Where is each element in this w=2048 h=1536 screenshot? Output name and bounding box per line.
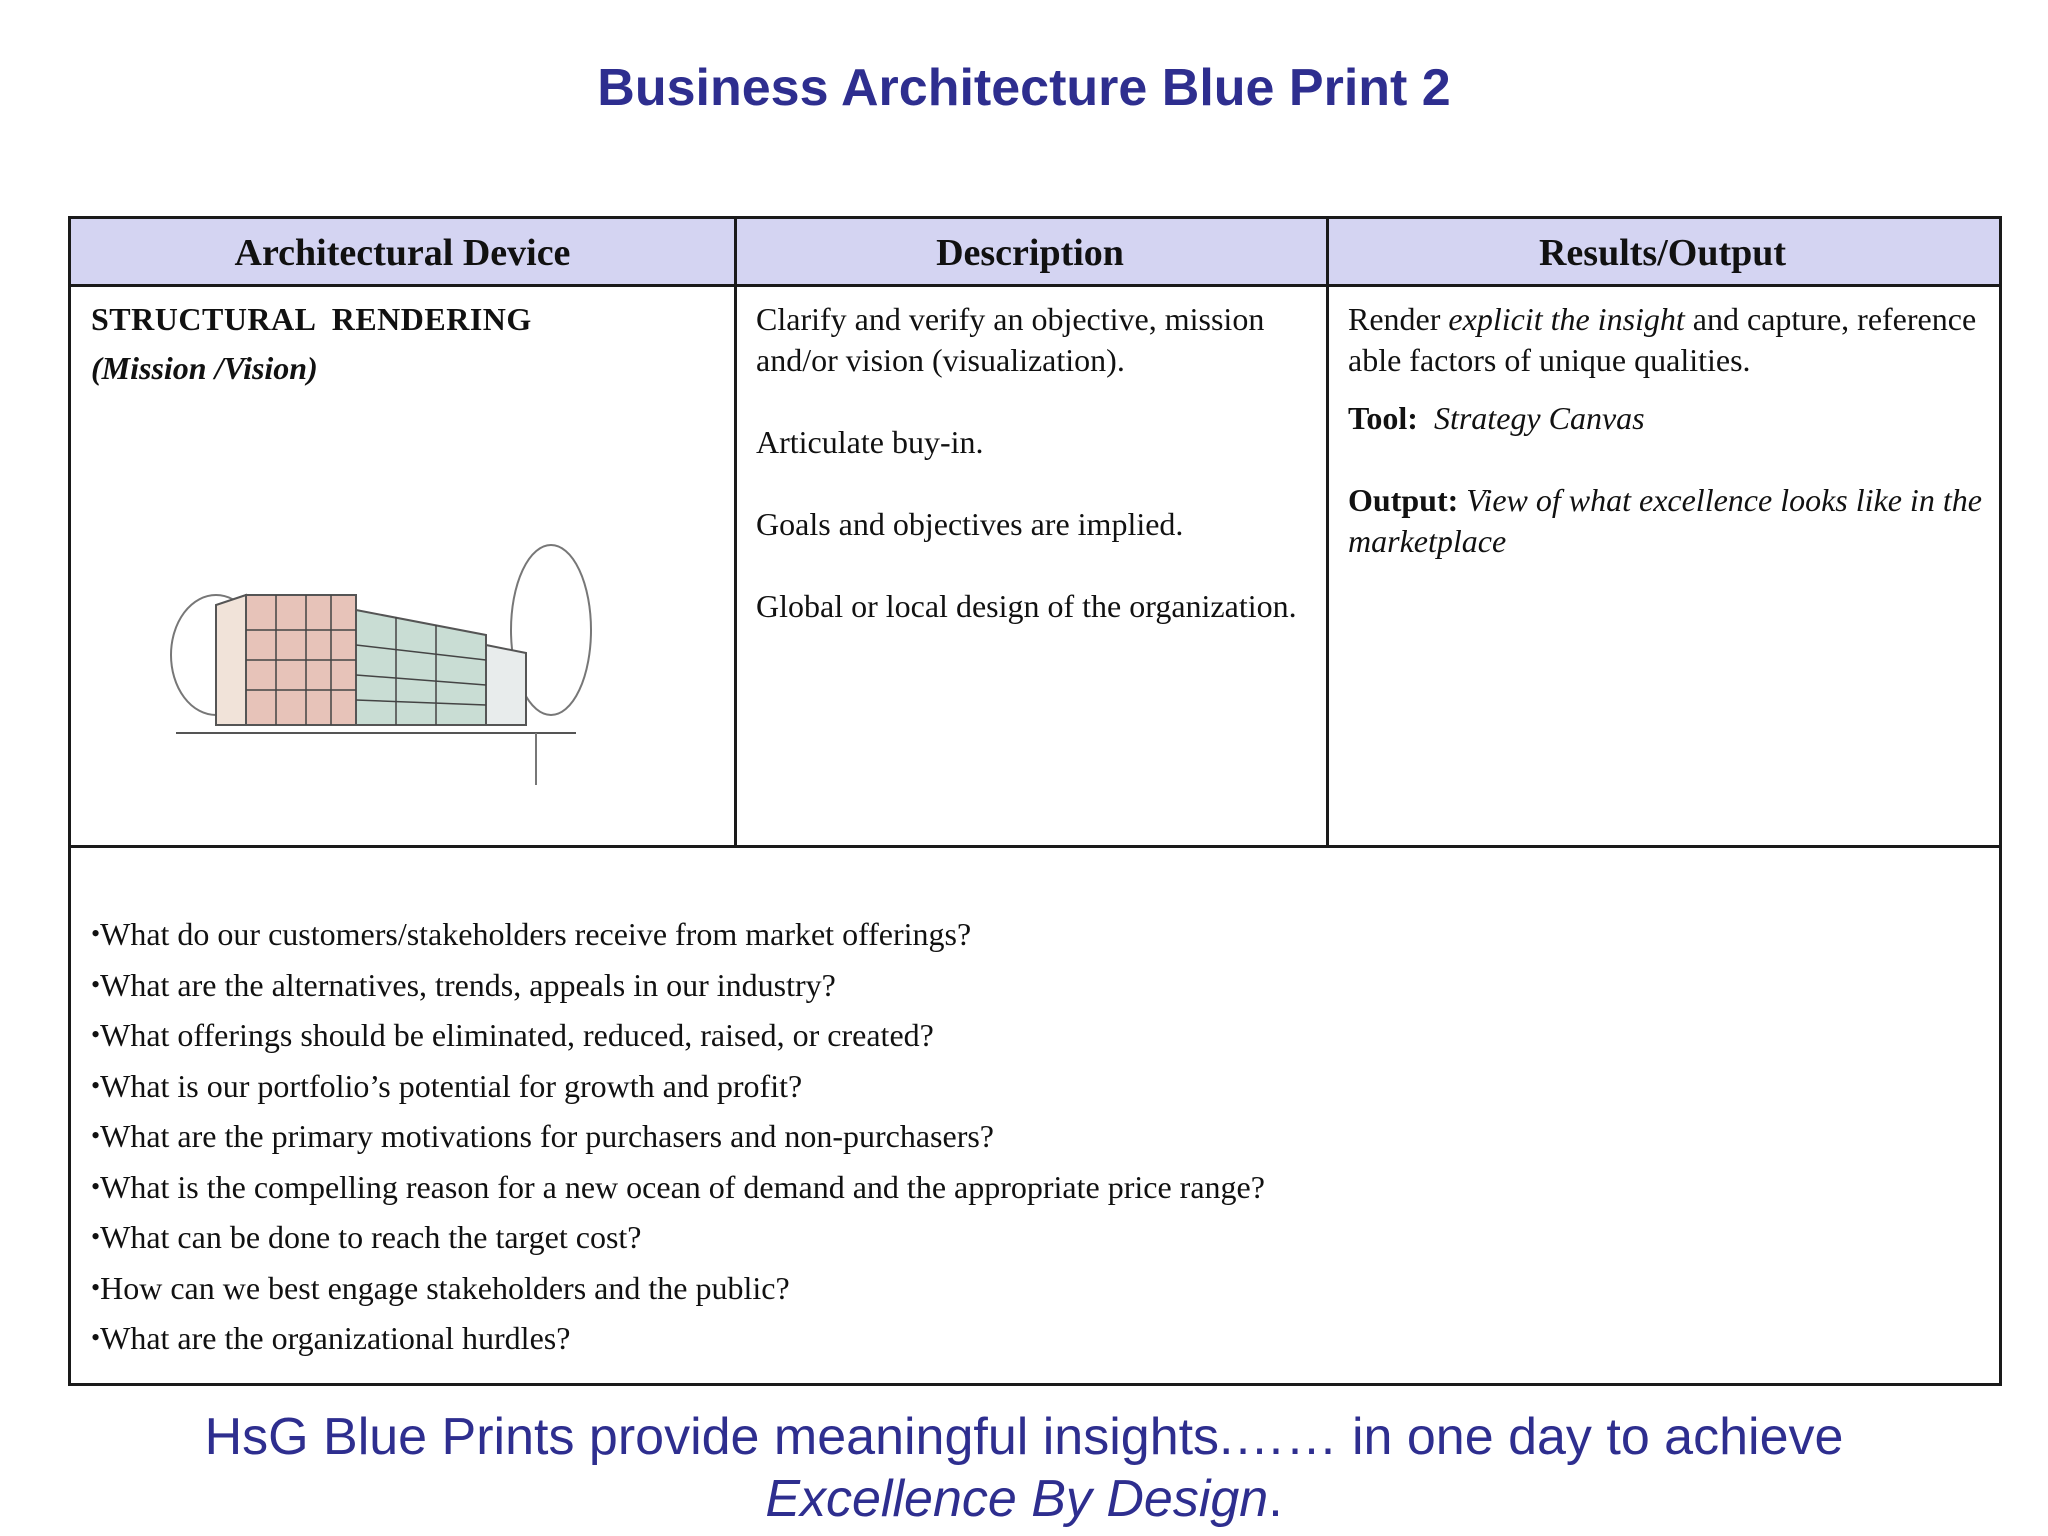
output-line (1348, 480, 1988, 562)
question-item: • What is the compelling reason for a new ocean of demand and the appropriate price range? (91, 1162, 1971, 1213)
question-item: • What is our portfolio’s potential for growth and profit? (91, 1061, 1971, 1112)
question-item: • What offerings should be eliminated, reduced, raised, or created? (91, 1010, 1971, 1061)
results-paragraph (1348, 299, 1988, 381)
description-paragraph: Clarify and verify an objective, mission and/or vision (visualization). (756, 301, 1265, 378)
description-paragraph: Global or local design of the organization. (756, 588, 1297, 624)
footer-period: . (1268, 1470, 1283, 1528)
question-item: • What are the alternatives, trends, appeals in our industry? (91, 960, 1971, 1011)
column-divider (1326, 219, 1329, 848)
header-results-output: Results/Output (1326, 219, 1999, 287)
header-architectural-device: Architectural Device (71, 219, 734, 287)
device-name: STRUCTURAL RENDERING (91, 301, 532, 337)
question-item: • What can be done to reach the target cost? (91, 1212, 1971, 1263)
tool-line (1348, 398, 1988, 439)
results-text: and capture, reference able factors of unique qualities. (1348, 301, 1977, 378)
question-item: • What are the primary motivations for purchasers and non-purchasers? (91, 1111, 1971, 1162)
slide-title: Business Architecture Blue Print 2 (597, 59, 1451, 117)
tool-label: Tool: (1348, 400, 1418, 436)
device-subtitle: (Mission /Vision) (91, 350, 318, 386)
description-paragraph: Articulate buy-in. (756, 424, 984, 460)
output-label: Output: (1348, 482, 1459, 518)
footer-line-1: HsG Blue Prints provide meaningful insights.…… in one day to achieve (204, 1408, 1844, 1466)
question-item: • What do our customers/stakeholders receive from market offerings? (91, 909, 1971, 960)
output-value: View of what excellence looks like in the marketplace (1348, 482, 1982, 559)
results-italic-text: explicit the insight (1448, 301, 1685, 337)
blueprint-table (68, 216, 2002, 1386)
header-description: Description (734, 219, 1326, 287)
footer-emphasis: Excellence By Design (765, 1470, 1269, 1528)
footer-tagline (0, 1406, 2048, 1530)
row-divider (71, 845, 1999, 848)
results-cell (1348, 299, 1988, 579)
device-cell (91, 299, 711, 389)
tool-value: Strategy Canvas (1433, 400, 1645, 436)
results-text: Render (1348, 301, 1449, 337)
column-divider (734, 219, 737, 848)
questions-list (91, 909, 1971, 1364)
footer-line-2 (0, 1468, 2048, 1530)
building-sketch-image (156, 535, 596, 805)
description-paragraph: Goals and objectives are implied. (756, 506, 1184, 542)
description-cell (756, 299, 1316, 668)
question-item: • What are the organizational hurdles? (91, 1313, 1971, 1364)
question-item: • How can we best engage stakeholders and the public? (91, 1263, 1971, 1314)
